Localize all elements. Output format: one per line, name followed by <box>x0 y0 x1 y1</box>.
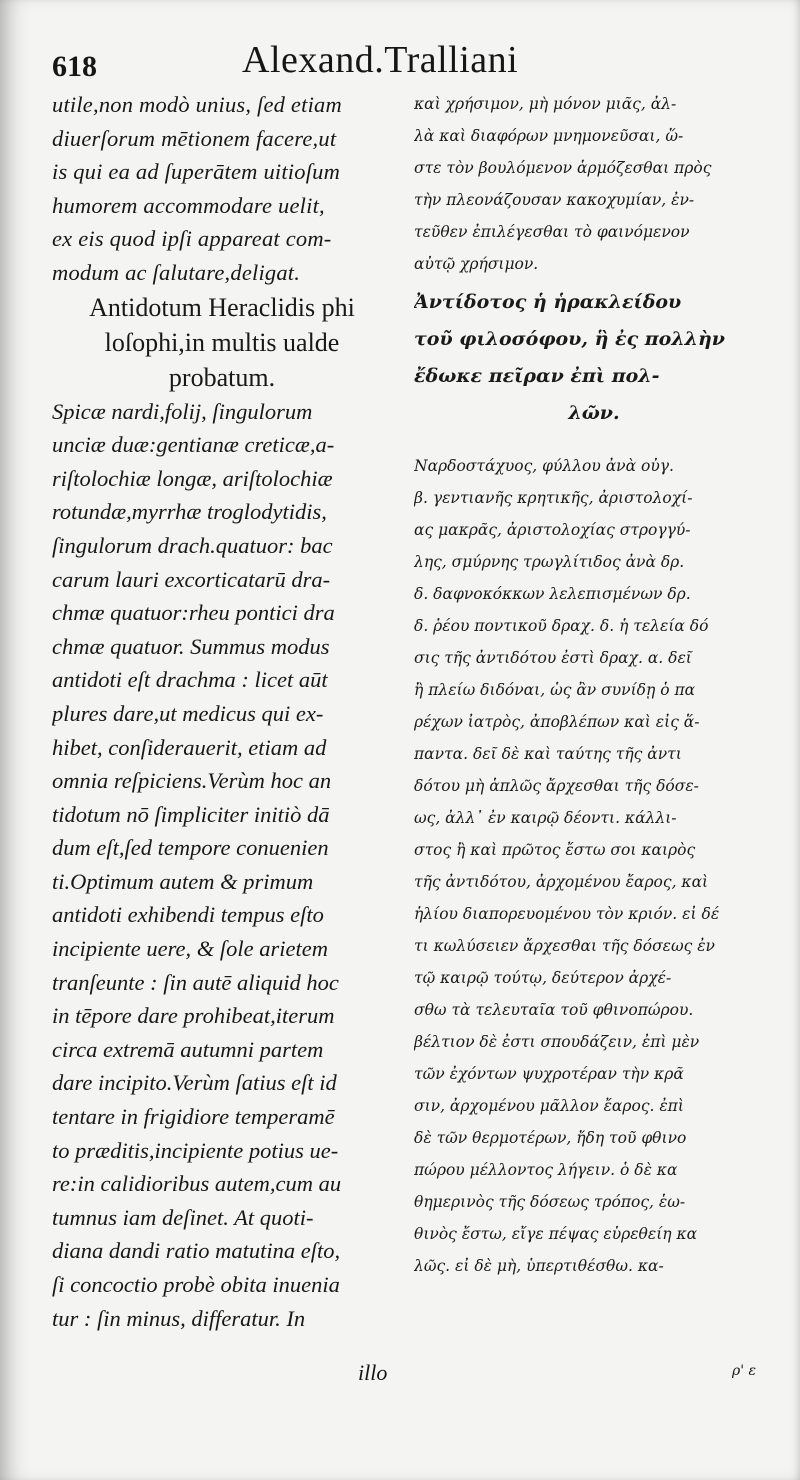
text-line: tumnus iam deſinet. At quoti- <box>52 1204 314 1230</box>
page-number: 618 <box>52 50 97 83</box>
heading-line: Antidotum Heraclidis phi <box>89 292 355 322</box>
text-line: θινὸς ἔστω, εἴγε πέψας εὑρεθείη κα <box>414 1225 698 1243</box>
text-line: ἡλίου διαπορευομένου τὸν κριόν. εἰ δέ <box>414 905 720 923</box>
text-line: chmæ quatuor:rheu pontici dra <box>52 600 335 626</box>
text-line: antidoti exhibendi tempus eſto <box>52 902 324 928</box>
text-line: δ. ῥέου ποντικοῦ δραχ. δ. ἡ τελεία δό <box>414 617 709 635</box>
text-line: ex eis quod ipſi appareat com- <box>52 226 332 252</box>
text-line: rotundæ,myrrhæ troglodytidis, <box>52 499 327 525</box>
text-line: Ναρδοστάχυος, φύλλου ἀνὰ οὐγ. <box>414 457 674 475</box>
text-line: δὲ τῶν θερμοτέρων, ἤδη τοῦ φθινο <box>414 1129 687 1147</box>
text-line: humorem accommodare uelit, <box>52 192 325 218</box>
text-line: diuerſorum mētionem facere,ut <box>52 125 337 151</box>
latin-section-heading <box>52 290 392 395</box>
text-line: παντα. δεῖ δὲ καὶ ταύτης τῆς ἀντι <box>414 745 682 763</box>
greek-section-heading <box>414 284 774 432</box>
text-line: in tēpore dare prohibeat,iterum <box>52 1003 335 1029</box>
text-line: ſingulorum drach.quatuor: bac <box>52 532 333 558</box>
text-line: λῶς. εἰ δὲ μὴ, ὑπερτιθέσθω. κα- <box>414 1257 664 1275</box>
latin-column <box>52 88 392 1335</box>
text-line: στε τὸν βουλόμενον ἁρμόζεσθαι πρὸς <box>414 159 712 177</box>
heading-line: λῶν. <box>568 402 620 424</box>
text-line: modum ac ſalutare,deligat. <box>52 259 301 285</box>
text-line: tentare in frigidiore temperamē <box>52 1104 335 1130</box>
text-line: βέλτιον δὲ ἐστι σπουδάζειν, ἐπὶ μὲν <box>414 1033 700 1051</box>
text-line: ρέχων ἰατρὸς, ἀποβλέπων καὶ εἰς ἅ- <box>414 713 700 731</box>
text-line: unciæ duæ:gentianæ creticæ,a- <box>52 432 335 458</box>
latin-intro-paragraph <box>52 88 392 290</box>
text-line: τὴν πλεονάζουσαν κακοχυμίαν, ἐν- <box>414 191 695 209</box>
greek-intro-paragraph <box>414 88 774 280</box>
text-line: σθω τὰ τελευταῖα τοῦ φθινοπώρου. <box>414 1001 694 1019</box>
page-header <box>0 38 800 86</box>
text-line: τι κωλύσειεν ἄρχεσθαι τῆς δόσεως ἐν <box>414 937 715 955</box>
text-line: ας μακρᾶς, ἀριστολοχίας στρογγύ- <box>414 521 691 539</box>
heading-line: probatum. <box>168 362 276 392</box>
text-line: chmæ quatuor. Summus modus <box>52 633 330 659</box>
text-line: τῆς ἀντιδότου, ἀρχομένου ἔαρος, καὶ <box>414 873 709 891</box>
latin-body-paragraph <box>52 395 392 1336</box>
text-line: tranſeunte : ſin autē aliquid hoc <box>52 969 339 995</box>
text-line: is qui ea ad ſuperātem uitioſum <box>52 159 341 185</box>
text-line: ſi concoctio probè obita inuenia <box>52 1272 340 1297</box>
text-line: τῷ καιρῷ τούτῳ, δεύτερον ἀρχέ- <box>414 969 672 987</box>
text-line: λης, σμύρνης τρωγλίτιδος ἀνὰ δρ. <box>414 553 685 571</box>
text-line: δ. δαφνοκόκκων λελεπισμένων δρ. <box>414 585 691 603</box>
text-line: circa extremā autumni partem <box>52 1036 324 1062</box>
greek-body-paragraph <box>414 450 774 1282</box>
text-line: τεῦθεν ἐπιλέγεσθαι τὸ φαινόμενον <box>414 223 690 241</box>
text-line: to præditis,incipiente potius ue- <box>52 1137 339 1163</box>
text-line: τῶν ἐχόντων ψυχροτέραν τὴν κρᾶ <box>414 1065 684 1083</box>
text-line: αὐτῷ χρήσιμον. <box>414 255 539 273</box>
text-line: antidoti eſt drachma : licet aūt <box>52 667 328 693</box>
text-line: carum lauri excorticatarū dra- <box>52 566 331 592</box>
text-line: καὶ χρήσιμον, μὴ μόνον μιᾶς, ἀλ- <box>414 95 677 113</box>
text-line: πώρου μέλλοντος λήγειν. ὁ δὲ κα <box>414 1161 678 1179</box>
heading-line: loſophi,in multis ualde <box>104 327 340 357</box>
text-line: ti.Optimum autem & primum <box>52 868 314 894</box>
text-line: δότου μὴ ἁπλῶς ἄρχεσθαι τῆς δόσε- <box>414 777 699 795</box>
text-line: omnia reſpiciens.Verùm hoc an <box>52 768 332 794</box>
text-line: ἢ πλείω διδόναι, ὡς ἂν συνίδῃ ὁ πα <box>414 681 696 699</box>
text-line: tur : ſin minus, differatur. In <box>52 1305 306 1331</box>
heading-line: ἔδωκε πεῖραν ἐπὶ πολ- <box>414 365 660 387</box>
signature-mark: ρ' ε <box>732 1363 757 1379</box>
text-line: θημερινὸς τῆς δόσεως τρόπος, ἑω- <box>414 1193 686 1211</box>
text-line: ως, ἀλλ᾽ ἐν καιρῷ δέοντι. κάλλι- <box>414 809 677 827</box>
text-line: β. γεντιανῆς κρητικῆς, ἀριστολοχί- <box>414 489 693 507</box>
heading-line: τοῦ φιλοσόφου, ἣ ἐς πολλὴν <box>414 328 725 350</box>
text-line: re:in calidioribus autem,cum au <box>52 1171 342 1197</box>
text-line: λὰ καὶ διαφόρων μνημονεῦσαι, ὥ- <box>414 127 684 145</box>
text-line: σιν, ἀρχομένου μᾶλλον ἔαρος. ἐπὶ <box>414 1097 684 1115</box>
text-line: diana dandi ratio matutina eſto, <box>52 1238 341 1264</box>
text-line: dum eſt,ſed tempore conuenien <box>52 835 329 861</box>
catchword: illo <box>358 1360 388 1385</box>
text-line: tidotum nō ſimpliciter initiò dā <box>52 801 330 827</box>
text-line: plures dare,ut medicus qui ex- <box>52 700 324 726</box>
heading-line: Ἀντίδοτος ἡ ἡρακλείδου <box>414 291 682 313</box>
text-line: σις τῆς ἀντιδότου ἐστὶ δραχ. α. δεῖ <box>414 649 692 667</box>
greek-column <box>414 88 774 1282</box>
text-line: utile,non modò unius, ſed etiam <box>52 92 342 117</box>
text-line: dare incipito.Verùm ſatius eſt id <box>52 1070 337 1096</box>
text-line: incipiente uere, & ſole arietem <box>52 936 328 962</box>
text-line: hibet, conſiderauerit, etiam ad <box>52 734 327 760</box>
running-title: Alexand.Tralliani <box>242 39 519 81</box>
text-line: Spicæ nardi,folij, ſingulorum <box>52 398 313 424</box>
text-line: στος ἢ καὶ πρῶτος ἔστω σοι καιρὸς <box>414 841 696 859</box>
text-line: riſtolochiæ longæ, ariſtolochiæ <box>52 465 333 491</box>
